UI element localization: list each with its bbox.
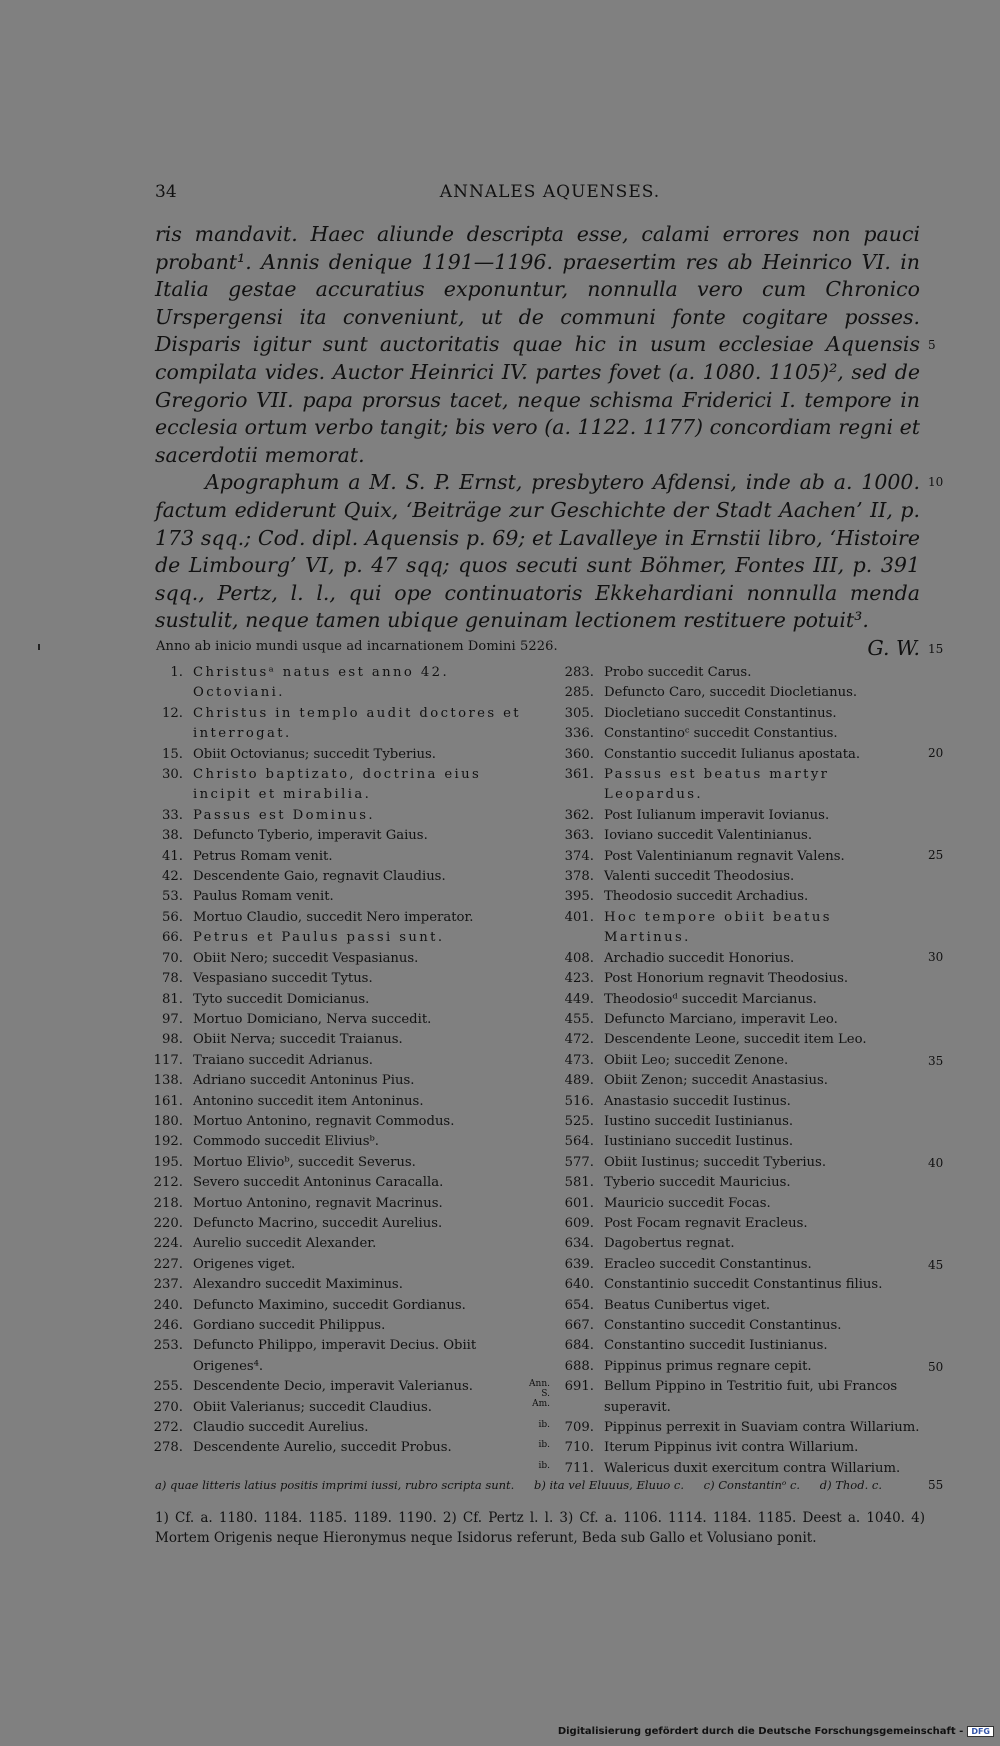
- annal-entry: [554, 1214, 924, 1234]
- entry-year: 639.: [564, 1256, 594, 1272]
- margin-line-number: 55: [928, 1478, 944, 1492]
- entry-year: 253.: [153, 1338, 183, 1354]
- entry-year: 117.: [153, 1052, 183, 1068]
- entry-text: Defuncto Macrino, succedit Aurelius.: [193, 1215, 443, 1231]
- entry-year: 684.: [564, 1338, 594, 1354]
- entry-text: Mortuo Antonino, regnavit Macrinus.: [193, 1195, 443, 1211]
- entry-text: Passus est Dominus.: [193, 807, 375, 823]
- critical-note: a) quae litteris latius positis imprimi iussi, rubro scripta sunt.: [155, 1478, 515, 1492]
- entry-text: Obiit Zenon; succedit Anastasius.: [604, 1073, 828, 1089]
- dfg-logo-icon: DFG: [967, 1726, 994, 1737]
- annal-entry: [143, 1336, 538, 1377]
- annal-entry: [143, 1398, 538, 1418]
- entry-text: Post Honorium regnavit Theodosius.: [604, 971, 849, 987]
- annal-entry: [143, 847, 538, 867]
- annal-entry: [554, 724, 924, 744]
- entry-year: 227.: [153, 1256, 183, 1272]
- entry-text: Beatus Cunibertus viget.: [604, 1297, 771, 1313]
- entry-text: Petrus Romam venit.: [193, 848, 333, 864]
- entry-year: 246.: [153, 1318, 183, 1333]
- entry-year: 30.: [162, 767, 183, 783]
- entry-text: Pippinus primus regnare cepit.: [604, 1358, 812, 1374]
- margin-line-number: 20: [928, 746, 944, 760]
- entry-year: 360.: [564, 746, 594, 762]
- entry-text: Paulus Romam venit.: [193, 889, 334, 905]
- entry-year: 41.: [162, 848, 183, 864]
- margin-line-number: 15: [928, 642, 944, 656]
- annals-column-left: [143, 663, 538, 1459]
- entry-text: Eracleo succedit Constantinus.: [604, 1256, 812, 1272]
- footnote-text: 1) Cf. a. 1180. 1184. 1185. 1189. 1190. 2) Cf. Pertz l. l. 3) Cf. a. 1106. 1114. 1184. 1185. Deest a. 1040. 4) Mortem Origenis neque Hieronymus neque Isidorus referunt, Beda sub Gallo et Volusiano ponit.: [155, 1510, 925, 1546]
- entry-text: Descendente Gaio, regnavit Claudius.: [193, 869, 446, 885]
- margin-line-number: 5: [928, 338, 936, 352]
- annal-entry: [554, 969, 924, 989]
- entry-year: 609.: [564, 1215, 594, 1231]
- entry-text: Traiano succedit Adrianus.: [193, 1052, 373, 1068]
- entry-year: 408.: [564, 950, 594, 966]
- entry-text: Walericus duxit exercitum contra Willarium.: [604, 1460, 901, 1476]
- running-title: ANNALES AQUENSES.: [439, 182, 661, 202]
- annal-entry: [554, 1153, 924, 1173]
- entry-year: 691.: [564, 1379, 594, 1395]
- entry-year: 81.: [162, 991, 183, 1007]
- annal-entry: [554, 949, 924, 969]
- entry-year: 378.: [564, 869, 594, 885]
- entry-text: Constantino succedit Constantinus.: [604, 1318, 842, 1333]
- entry-text: Origenes viget.: [193, 1256, 296, 1272]
- margin-line-number: 25: [928, 848, 944, 862]
- annal-entry: [554, 1234, 924, 1254]
- annal-entry: [554, 1030, 924, 1050]
- entry-year: 212.: [153, 1175, 183, 1191]
- entry-text: Obiit Iustinus; succedit Tyberius.: [604, 1154, 827, 1170]
- entry-year: 401.: [564, 909, 594, 925]
- annal-entry: [554, 1336, 924, 1356]
- annal-entry: [143, 1010, 538, 1030]
- entry-year: 667.: [564, 1318, 594, 1333]
- entry-year: 218.: [153, 1195, 183, 1211]
- entry-text: Post Iulianum imperavit Iovianus.: [604, 807, 830, 823]
- entry-text: Descendente Decio, imperavit Valerianus.: [193, 1379, 473, 1395]
- critical-note: c) Constantinᵒ c.: [703, 1478, 801, 1492]
- annal-entry: [554, 1132, 924, 1152]
- entry-year: 98.: [162, 1032, 183, 1048]
- entry-year: 272.: [153, 1420, 183, 1436]
- annal-entry: [143, 826, 538, 846]
- entry-year: 285.: [564, 685, 594, 701]
- entry-text: Obiit Octovianus; succedit Tyberius.: [193, 746, 436, 762]
- entry-year: 237.: [153, 1277, 183, 1293]
- entry-year: 362.: [564, 807, 594, 823]
- entry-text: Iustiniano succedit Iustinus.: [604, 1134, 794, 1150]
- entry-year: 161.: [153, 1093, 183, 1109]
- entry-year: 255.: [153, 1379, 183, 1395]
- annal-entry: [554, 887, 924, 907]
- entry-text: Petrus et Paulus passi sunt.: [193, 930, 445, 946]
- entry-text: Valenti succedit Theodosius.: [604, 869, 795, 885]
- annal-entry: [529, 1377, 924, 1418]
- entry-year: 581.: [564, 1175, 594, 1191]
- entry-year: 489.: [564, 1073, 594, 1089]
- annal-entry: [143, 1438, 538, 1458]
- annal-entry: [554, 908, 924, 949]
- entry-year: 363.: [564, 828, 594, 844]
- entry-text: Tyberio succedit Mauricius.: [604, 1175, 791, 1191]
- entry-text: Defuncto Maximino, succedit Gordianus.: [193, 1297, 466, 1313]
- annal-entry: [143, 1132, 538, 1152]
- entry-year: 711.: [564, 1460, 594, 1476]
- credit-text: Digitalisierung gefördert durch die Deutsche Forschungsgemeinschaft -: [557, 1726, 964, 1737]
- entry-text: Defuncto Marciano, imperavit Leo.: [604, 1011, 838, 1027]
- margin-line-number: 50: [928, 1360, 944, 1374]
- entry-text: Probo succedit Carus.: [604, 665, 752, 680]
- entry-year: 361.: [564, 767, 594, 783]
- introduction-text: [155, 221, 920, 663]
- entry-year: 577.: [564, 1154, 594, 1170]
- entry-text: Ioviano succedit Valentinianus.: [604, 828, 813, 844]
- entry-text: Defuncto Philippo, imperavit Decius. Obiit Origenes⁴.: [193, 1338, 477, 1374]
- annal-entry: [143, 1153, 538, 1173]
- annal-entry: [143, 1173, 538, 1193]
- entry-year: 224.: [153, 1236, 183, 1252]
- annal-entry: [143, 1214, 538, 1234]
- entry-text: Bellum Pippino in Testritio fuit, ubi Francos superavit.: [604, 1379, 898, 1415]
- entry-text: Post Focam regnavit Eracleus.: [604, 1215, 808, 1231]
- entry-text: Vespasiano succedit Tytus.: [193, 971, 373, 987]
- annal-entry: [143, 908, 538, 928]
- entry-year: 180.: [153, 1113, 183, 1129]
- entry-text: Obiit Nerva; succedit Traianus.: [193, 1032, 403, 1048]
- entry-year: 220.: [153, 1215, 183, 1231]
- entry-text: Alexandro succedit Maximinus.: [193, 1277, 403, 1293]
- annal-entry: [554, 1010, 924, 1030]
- entry-text: Christo baptizato, doctrina eius incipit et mirabilia.: [193, 767, 482, 803]
- annal-entry: [554, 1173, 924, 1193]
- source-reference: Ann. S. Am.: [529, 1379, 550, 1410]
- entry-text: Christus in templo audit doctores et interrogat.: [193, 705, 522, 742]
- annal-entry: [143, 887, 538, 907]
- annal-entry: [143, 1255, 538, 1275]
- margin-line-number: 40: [928, 1156, 944, 1170]
- entry-text: Mortuo Antonino, regnavit Commodus.: [193, 1113, 455, 1129]
- entry-text: Descendente Leone, succedit item Leo.: [604, 1032, 867, 1048]
- annals-column-right: [529, 663, 924, 1479]
- annal-entry: [143, 1030, 538, 1050]
- entry-text: Iterum Pippinus ivit contra Willarium.: [604, 1440, 859, 1456]
- annal-entry: [143, 1112, 538, 1132]
- entry-year: 97.: [162, 1011, 183, 1027]
- annal-entry: [554, 765, 924, 806]
- annal-entry: [143, 949, 538, 969]
- entry-text: Iustino succedit Iustinianus.: [604, 1113, 794, 1129]
- entry-year: 710.: [564, 1440, 594, 1456]
- entry-text: Severo succedit Antoninus Caracalla.: [193, 1175, 444, 1191]
- entry-year: 423.: [564, 971, 594, 987]
- entry-text: Defuncto Caro, succedit Diocletianus.: [604, 685, 858, 701]
- entry-text: Obiit Nero; succedit Vespasianus.: [193, 950, 419, 966]
- entry-text: Passus est beatus martyr Leopardus.: [604, 767, 830, 803]
- margin-line-number: 30: [928, 950, 944, 964]
- entry-text: Commodo succedit Eliviusᵇ.: [193, 1134, 379, 1150]
- entry-text: Diocletiano succedit Constantinus.: [604, 705, 837, 721]
- entry-text: Constantinio succedit Constantinus filius.: [604, 1277, 883, 1293]
- source-reference: ib.: [538, 1460, 550, 1471]
- entry-year: 336.: [564, 726, 594, 742]
- critical-notes: [155, 1478, 945, 1492]
- intro-paragraph-1: ris mandavit. Haec aliunde descripta esse, calami errores non pauci probant¹. Annis denique 1191—1196. praesertim res ab Heinrico VI. in Italia gestae accuratius exponuntur, nonnulla vero cum Chronico Urspergensi ita conveniunt, ut de communi fonte cogitare posses. Disparis igitur sunt auctoritatis quae hic in usum ecclesiae Aquensis compilata vides. Auctor Heinrici IV. partes fovet (a. 1080. 1105)², sed de Gregorio VII. papa prorsus tacet, neque schisma Friderici I. tempore in ecclesia ortum verbo tangit; bis vero (a. 1122. 1177) concordiam regni et sacerdotii memorat.: [155, 222, 920, 467]
- entry-year: 688.: [564, 1358, 594, 1374]
- entry-text: Theodosio succedit Archadius.: [604, 889, 809, 905]
- digitization-credit: [558, 1726, 994, 1737]
- entry-year: 709.: [564, 1420, 594, 1436]
- annal-entry: [143, 1071, 538, 1091]
- entry-year: 38.: [162, 828, 183, 844]
- entry-year: 70.: [162, 950, 183, 966]
- entry-year: 33.: [162, 807, 183, 823]
- entry-year: 195.: [153, 1154, 183, 1170]
- annal-entry: [143, 990, 538, 1010]
- entry-text: Mortuo Elivioᵇ, succedit Severus.: [193, 1154, 416, 1170]
- annal-entry: [554, 1357, 924, 1377]
- entry-year: 455.: [564, 1011, 594, 1027]
- critical-note: b) ita vel Eluuus, Eluuo c.: [533, 1478, 685, 1492]
- entry-year: 12.: [162, 705, 183, 721]
- entry-year: 473.: [564, 1052, 594, 1068]
- annal-entry: [143, 969, 538, 989]
- entry-text: Post Valentinianum regnavit Valens.: [604, 848, 845, 864]
- entry-text: Constantio succedit Iulianus apostata.: [604, 746, 861, 762]
- entry-text: Defuncto Tyberio, imperavit Gaius.: [193, 828, 428, 844]
- annal-entry: [143, 1275, 538, 1295]
- entry-text: Anastasio succedit Iustinus.: [604, 1093, 791, 1109]
- margin-line-number: 10: [928, 475, 944, 489]
- entry-year: 564.: [564, 1134, 594, 1150]
- entry-text: Mortuo Domiciano, Nerva succedit.: [193, 1011, 432, 1027]
- entry-text: Aurelio succedit Alexander.: [193, 1236, 377, 1252]
- entry-year: 138.: [153, 1073, 183, 1089]
- annal-entry: [554, 704, 924, 724]
- annal-entry: [143, 1051, 538, 1071]
- annal-entry: [143, 704, 538, 745]
- annal-entry: [554, 1275, 924, 1295]
- intro-paragraph-2-text: Apographum a M. S. P. Ernst, presbytero Afdensi, inde ab a. 1000. factum ediderunt Quix, ‘Beiträge zur Geschichte der Stadt Aachen’ II, p. 173 sqq.; Cod. dipl. Aquensis p. 69; et Lavalleye in Ernstii libro, ‘Histoire de Limbourg’ VI, p. 47 sqq; quos secuti sunt Böhmer, Fontes III, p. 391 sqq., Pertz, l. l., qui ope continuatoris Ekkehardiani nonnulla menda sustulit, neque tamen ubique genuinam lectionem restituere potuit³.: [155, 470, 920, 633]
- entry-year: 601.: [564, 1195, 594, 1211]
- entry-text: Obiit Leo; succedit Zenone.: [604, 1052, 789, 1068]
- entry-year: 78.: [162, 971, 183, 987]
- annal-entry: [554, 1296, 924, 1316]
- annal-entry: [554, 806, 924, 826]
- source-reference: ib.: [538, 1420, 550, 1431]
- entry-text: Constantinoᶜ succedit Constantius.: [604, 726, 838, 742]
- annal-entry: [554, 745, 924, 765]
- annal-entry: [143, 1316, 538, 1336]
- entry-year: 472.: [564, 1032, 594, 1048]
- annal-entry: [538, 1418, 924, 1438]
- entry-year: 56.: [162, 909, 183, 925]
- annal-entry: [554, 1071, 924, 1091]
- source-reference: ib.: [538, 1440, 550, 1451]
- entry-text: Hoc tempore obiit beatus Martinus.: [604, 909, 832, 946]
- annal-entry: [554, 1316, 924, 1336]
- annal-entry: [554, 867, 924, 887]
- annal-entry: [143, 867, 538, 887]
- annal-entry: [143, 1377, 538, 1397]
- entry-text: Tyto succedit Domicianus.: [193, 991, 370, 1007]
- entry-text: Theodosioᵈ succedit Marcianus.: [604, 991, 817, 1007]
- entry-year: 1.: [170, 665, 183, 680]
- entry-year: 634.: [564, 1236, 594, 1252]
- annal-entry: [143, 806, 538, 826]
- annal-entry: [143, 1296, 538, 1316]
- entry-year: 305.: [564, 705, 594, 721]
- annal-entry: [143, 1194, 538, 1214]
- annal-entry: [554, 663, 924, 683]
- entry-year: 53.: [162, 889, 183, 905]
- entry-year: 640.: [564, 1277, 594, 1293]
- annal-entry: [554, 847, 924, 867]
- entry-text: Archadio succedit Honorius.: [604, 950, 795, 966]
- entry-year: 278.: [153, 1440, 183, 1456]
- entry-year: 395.: [564, 889, 594, 905]
- annal-entry: [554, 1194, 924, 1214]
- entry-text: Christusᵃ natus est anno 42. Octoviani.: [193, 665, 450, 701]
- annal-entry: [554, 683, 924, 703]
- entry-text: Constantino succedit Iustinianus.: [604, 1338, 828, 1354]
- entry-text: Descendente Aurelio, succedit Probus.: [193, 1440, 452, 1456]
- entry-year: 192.: [153, 1134, 183, 1150]
- entry-text: Claudio succedit Aurelius.: [193, 1420, 369, 1436]
- entry-year: 42.: [162, 869, 183, 885]
- annal-entry: [143, 1092, 538, 1112]
- entry-text: Pippinus perrexit in Suaviam contra Willarium.: [604, 1420, 920, 1436]
- page-header: [155, 182, 945, 208]
- annal-entry: [554, 990, 924, 1010]
- entry-text: Obiit Valerianus; succedit Claudius.: [193, 1399, 432, 1415]
- critical-note: d) Thod. c.: [819, 1478, 882, 1492]
- entry-year: 525.: [564, 1113, 594, 1129]
- entry-year: 270.: [153, 1399, 183, 1415]
- entry-text: Mauricio succedit Focas.: [604, 1195, 771, 1211]
- margin-line-number: 45: [928, 1258, 944, 1272]
- entry-year: 283.: [564, 665, 594, 680]
- page-number: 34: [155, 182, 177, 202]
- annal-entry: [143, 928, 538, 948]
- margin-mark: [38, 644, 40, 650]
- entry-text: Antonino succedit item Antoninus.: [193, 1093, 424, 1109]
- margin-line-number: 35: [928, 1054, 944, 1068]
- entry-text: Mortuo Claudio, succedit Nero imperator.: [193, 909, 474, 925]
- annal-entry: [143, 745, 538, 765]
- entry-text: Dagobertus regnat.: [604, 1236, 735, 1252]
- footnotes: [155, 1508, 925, 1548]
- entry-year: 15.: [162, 746, 183, 762]
- annal-entry: [554, 1051, 924, 1071]
- annal-entry: [538, 1438, 924, 1458]
- entry-year: 516.: [564, 1093, 594, 1109]
- entry-text: Gordiano succedit Philippus.: [193, 1318, 386, 1333]
- annal-entry: [143, 765, 538, 806]
- entry-text: Adriano succedit Antoninus Pius.: [193, 1073, 415, 1089]
- annal-entry: [554, 1092, 924, 1112]
- annal-entry: [143, 1234, 538, 1254]
- entry-year: 374.: [564, 848, 594, 864]
- annal-entry: [143, 1418, 538, 1438]
- signature: G. W.: [867, 635, 920, 660]
- anno-heading: Anno ab inicio mundi usque ad incarnationem Domini 5226.: [156, 639, 558, 654]
- annal-entry: [554, 1112, 924, 1132]
- entry-year: 449.: [564, 991, 594, 1007]
- annal-entry: [143, 663, 538, 704]
- annal-entry: [538, 1459, 924, 1479]
- annal-entry: [554, 826, 924, 846]
- annal-entry: [554, 1255, 924, 1275]
- entry-year: 240.: [153, 1297, 183, 1313]
- entry-year: 66.: [162, 930, 183, 946]
- entry-year: 654.: [564, 1297, 594, 1313]
